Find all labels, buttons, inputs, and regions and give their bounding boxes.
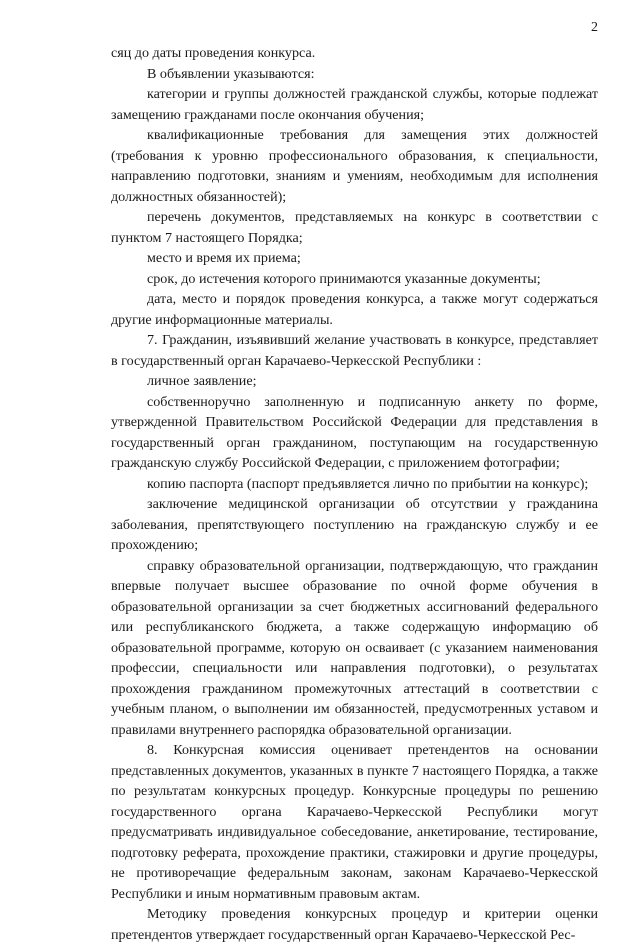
paragraph: личное заявление;	[147, 373, 257, 389]
paragraph: 7. Гражданин, изъявивший желание участвовать в конкурсе, представляет в государственный орган Карачаево-Черкесской Республики :	[111, 332, 598, 369]
paragraph: место и время их приема;	[147, 250, 301, 266]
paragraph: квалификационные требования для замещения этих должностей (требования к уровню профессионального образования, к специальности, направлению подготовки, знаниям и умениям, необходимым для исполнения должностных обязанностей);	[111, 127, 598, 205]
paragraph: сяц до даты проведения конкурса.	[111, 45, 316, 61]
paragraph: перечень документов, представляемых на конкурс в соответствии с пунктом 7 настоящего Порядка;	[111, 209, 598, 246]
paragraph: категории и группы должностей гражданской службы, которые подлежат замещению гражданами после окончания обучения;	[111, 86, 598, 123]
page-number: 2	[591, 20, 598, 35]
document-body	[111, 43, 598, 945]
paragraph: Методику проведения конкурсных процедур и критерии оценки претендентов утверждает государственный орган Карачаево-Черкесской Рес-	[111, 906, 598, 943]
paragraph: справку образовательной организации, подтверждающую, что гражданин впервые получает высшее образование по очной форме обучения в образовательной организации за счет бюджетных ассигнований федерального или республиканского бюджета, а также содержащую информацию об образовательной программе, которую он осваивает (с указанием наименования профессии, специальности или направления подготовки), о результатах прохождения гражданином промежуточных аттестаций в соответствии с учебным планом, о выполнении им обязанностей, предусмотренных уставом и правилами внутреннего распорядка образовательной организации.	[111, 557, 598, 738]
paragraph: копию паспорта (паспорт предъявляется лично по прибытии на конкурс);	[147, 475, 589, 492]
paragraph: заключение медицинской организации об отсутствии у гражданина заболевания, препятствующего поступлению на гражданскую службу и ее прохождению;	[111, 496, 598, 553]
paragraph: собственноручно заполненную и подписанную анкету по форме, утвержденной Правительством Российской Федерации для представления в государственный орган гражданином, поступающим на государственную гражданскую службу Российской Федерации, с приложением фотографии;	[111, 393, 598, 471]
paragraph: срок, до истечения которого принимаются указанные документы;	[147, 270, 541, 287]
paragraph: 8. Конкурсная комиссия оценивает претендентов на основании представленных документов, указанных в пункте 7 настоящего Порядка, а также по результатам конкурсных процедур. Конкурсные процедуры по решению государственного органа Карачаево-Черкесской Республики могут предусматривать индивидуальное собеседование, анкетирование, тестирование, подготовку реферата, прохождение практики, стажировки и другие процедуры, не противоречащие федеральным законам, законам Карачаево-Черкесской Республики и иным нормативным правовым актам.	[111, 742, 598, 902]
paragraph: дата, место и порядок проведения конкурса, а также могут содержаться другие информационные материалы.	[111, 291, 598, 328]
paragraph: В объявлении указываются:	[147, 65, 315, 82]
